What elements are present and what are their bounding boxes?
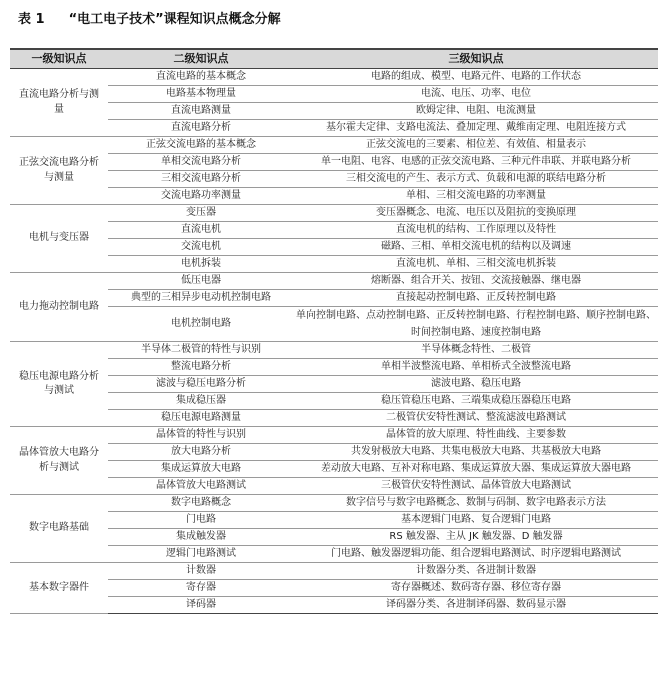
level3-cell: RS 触发器、主从 JK 触发器、D 触发器	[294, 529, 658, 546]
table-row	[10, 427, 658, 444]
table-row	[10, 137, 658, 154]
table-row	[10, 359, 658, 376]
table-caption	[18, 8, 658, 28]
table-title: “电工电子技术”课程知识点概念分解	[68, 12, 281, 27]
level3-cell: 共发射极放大电路、共集电极放大电路、共基极放大电路	[294, 444, 658, 461]
level2-cell: 稳压电源电路测量	[108, 410, 294, 427]
level1-cell: 正弦交流电路分析与测量	[10, 137, 108, 205]
level3-cell: 门电路、触发器逻辑功能、组合逻辑电路测试、时序逻辑电路测试	[294, 546, 658, 563]
level3-cell: 变压器概念、电流、电压以及阻抗的变换原理	[294, 205, 658, 222]
level2-cell: 放大电路分析	[108, 444, 294, 461]
level2-cell: 三相交流电路分析	[108, 171, 294, 188]
level2-cell: 低压电器	[108, 273, 294, 290]
table-row	[10, 154, 658, 171]
level3-cell: 单相半波整流电路、单相桥式全波整流电路	[294, 359, 658, 376]
level2-cell: 译码器	[108, 597, 294, 614]
table-number: 表 1	[18, 12, 45, 27]
level3-cell: 三极管伏安特性测试、晶体管放大电路测试	[294, 478, 658, 495]
level3-cell: 电流、电压、功率、电位	[294, 86, 658, 103]
table-row	[10, 376, 658, 393]
level3-cell: 半导体概念特性、二极管	[294, 342, 658, 359]
level3-cell: 欧姆定律、电阻、电流测量	[294, 103, 658, 120]
level2-cell: 典型的三相异步电动机控制电路	[108, 290, 294, 307]
level2-cell: 直流电机	[108, 222, 294, 239]
knowledge-table	[10, 48, 658, 614]
level2-cell: 逻辑门电路测试	[108, 546, 294, 563]
level1-cell: 基本数字器件	[10, 563, 108, 614]
level3-cell: 熔断器、组合开关、按钮、交流接触器、继电器	[294, 273, 658, 290]
table-row	[10, 444, 658, 461]
table-row	[10, 256, 658, 273]
level3-cell: 基本逻辑门电路、复合逻辑门电路	[294, 512, 658, 529]
level3-cell: 滤波电路、稳压电路	[294, 376, 658, 393]
table-row	[10, 69, 658, 86]
level1-cell: 电机与变压器	[10, 205, 108, 273]
level3-cell: 差动放大电路、互补对称电路、集成运算放大器、集成运算放大器电路	[294, 461, 658, 478]
level2-cell: 电机控制电路	[108, 307, 294, 342]
level1-cell: 数字电路基础	[10, 495, 108, 563]
header-row	[10, 49, 658, 69]
table-row	[10, 342, 658, 359]
table-row	[10, 597, 658, 614]
level3-cell: 数字信号与数字电路概念、数制与码制、数字电路表示方法	[294, 495, 658, 512]
table-row	[10, 273, 658, 290]
level2-cell: 电路基本物理量	[108, 86, 294, 103]
table-row	[10, 103, 658, 120]
level3-cell: 三相交流电的产生、表示方式、负载和电源的联结电路分析	[294, 171, 658, 188]
level3-cell: 单向控制电路、点动控制电路、正反转控制电路、行程控制电路、顺序控制电路、时间控制电路、速度控制电路	[294, 307, 658, 342]
level3-cell: 单相、三相交流电路的功率测量	[294, 188, 658, 205]
level3-cell: 直接起动控制电路、正反转控制电路	[294, 290, 658, 307]
level1-cell: 直流电路分析与测量	[10, 69, 108, 137]
level2-cell: 晶体管的特性与识别	[108, 427, 294, 444]
table-row	[10, 461, 658, 478]
table-row	[10, 290, 658, 307]
table-row	[10, 205, 658, 222]
level3-cell: 直流电机的结构、工作原理以及特性	[294, 222, 658, 239]
level2-cell: 直流电路测量	[108, 103, 294, 120]
level2-cell: 门电路	[108, 512, 294, 529]
table-body	[10, 69, 658, 614]
level2-cell: 正弦交流电路的基本概念	[108, 137, 294, 154]
table-row	[10, 239, 658, 256]
level2-cell: 晶体管放大电路测试	[108, 478, 294, 495]
table-row	[10, 120, 658, 137]
level3-cell: 译码器分类、各进制译码器、数码显示器	[294, 597, 658, 614]
level1-cell: 电力拖动控制电路	[10, 273, 108, 342]
table-row	[10, 495, 658, 512]
header-level2: 二级知识点	[108, 49, 294, 69]
level3-cell: 基尔霍夫定律、支路电流法、叠加定理、戴维南定理、电阻连接方式	[294, 120, 658, 137]
level2-cell: 集成触发器	[108, 529, 294, 546]
level2-cell: 电机拆装	[108, 256, 294, 273]
table-row	[10, 307, 658, 342]
level3-cell: 直流电机、单相、三相交流电机拆装	[294, 256, 658, 273]
table-row	[10, 529, 658, 546]
table-row	[10, 171, 658, 188]
level3-cell: 稳压管稳压电路、三端集成稳压器稳压电路	[294, 393, 658, 410]
level3-cell: 磁路、三相、单相交流电机的结构以及调速	[294, 239, 658, 256]
table-row	[10, 563, 658, 580]
level2-cell: 半导体二极管的特性与识别	[108, 342, 294, 359]
level3-cell: 单一电阻、电容、电感的正弦交流电路、三种元件串联、并联电路分析	[294, 154, 658, 171]
level3-cell: 电路的组成、模型、电路元件、电路的工作状态	[294, 69, 658, 86]
level2-cell: 计数器	[108, 563, 294, 580]
level3-cell: 晶体管的放大原理、特性曲线、主要参数	[294, 427, 658, 444]
table-row	[10, 410, 658, 427]
level3-cell: 寄存器概述、数码寄存器、移位寄存器	[294, 580, 658, 597]
level2-cell: 整流电路分析	[108, 359, 294, 376]
level2-cell: 寄存器	[108, 580, 294, 597]
table-row	[10, 546, 658, 563]
level3-cell: 正弦交流电的三要素、相位差、有效值、相量表示	[294, 137, 658, 154]
level1-cell: 稳压电源电路分析与测试	[10, 342, 108, 427]
level2-cell: 变压器	[108, 205, 294, 222]
level2-cell: 单相交流电路分析	[108, 154, 294, 171]
level2-cell: 交流电机	[108, 239, 294, 256]
table-row	[10, 580, 658, 597]
level1-cell: 晶体管放大电路分析与测试	[10, 427, 108, 495]
level3-cell: 二极管伏安特性测试、整流滤波电路测试	[294, 410, 658, 427]
table-row	[10, 86, 658, 103]
table-row	[10, 222, 658, 239]
level2-cell: 滤波与稳压电路分析	[108, 376, 294, 393]
table-row	[10, 512, 658, 529]
level2-cell: 直流电路的基本概念	[108, 69, 294, 86]
table-row	[10, 393, 658, 410]
table-row	[10, 188, 658, 205]
level2-cell: 直流电路分析	[108, 120, 294, 137]
header-level1: 一级知识点	[10, 49, 108, 69]
level2-cell: 交流电路功率测量	[108, 188, 294, 205]
table-row	[10, 478, 658, 495]
level2-cell: 集成稳压器	[108, 393, 294, 410]
level2-cell: 集成运算放大电路	[108, 461, 294, 478]
level2-cell: 数字电路概念	[108, 495, 294, 512]
level3-cell: 计数器分类、各进制计数器	[294, 563, 658, 580]
header-level3: 三级知识点	[294, 49, 658, 69]
